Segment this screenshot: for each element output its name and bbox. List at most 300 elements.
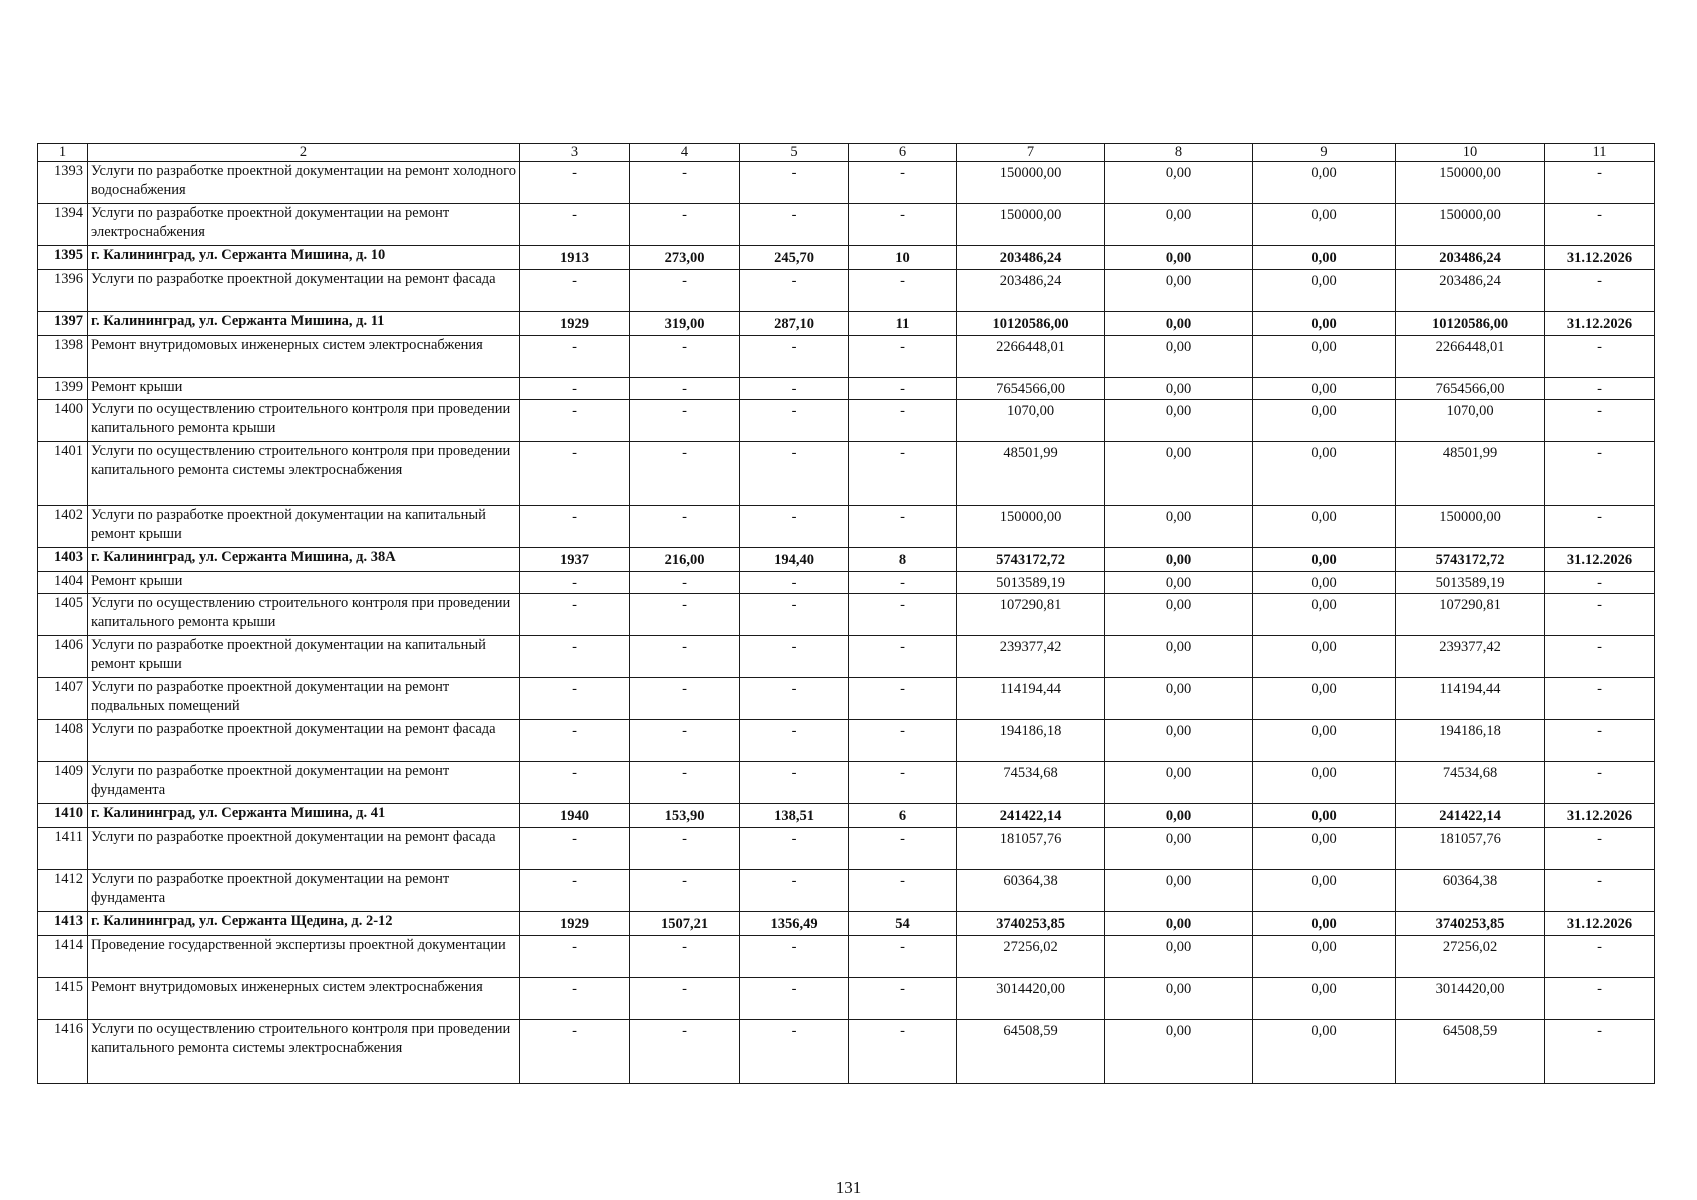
fund-cost-cell: 0,00	[1105, 572, 1253, 594]
deadline-cell: 31.12.2026	[1545, 246, 1655, 270]
budget-cost-cell: 0,00	[1253, 870, 1396, 912]
budget-cost-cell: 0,00	[1253, 762, 1396, 804]
work-name-cell: Услуги по разработке проектной документации на ремонт подвальных помещений	[88, 678, 520, 720]
deadline-cell: 31.12.2026	[1545, 804, 1655, 828]
work-name-cell: Услуги по разработке проектной документации на ремонт электроснабжения	[88, 204, 520, 246]
total-area-cell: 319,00	[630, 312, 740, 336]
total-cost-cell: 150000,00	[957, 162, 1105, 204]
work-item-row	[38, 204, 1655, 246]
total-area-cell: -	[630, 678, 740, 720]
budget-cost-cell: 0,00	[1253, 594, 1396, 636]
total-cost-cell: 150000,00	[957, 506, 1105, 548]
deadline-cell: -	[1545, 270, 1655, 312]
row-number-cell: 1393	[38, 162, 88, 204]
build-year-cell: -	[520, 828, 630, 870]
total-area-cell: 153,90	[630, 804, 740, 828]
total-cost-cell: 2266448,01	[957, 336, 1105, 378]
residents-count-cell: -	[849, 400, 957, 442]
work-name-cell: г. Калининград, ул. Сержанта Мишина, д. 11	[88, 312, 520, 336]
total-area-cell: 273,00	[630, 246, 740, 270]
work-item-row	[38, 978, 1655, 1020]
total-area-cell: -	[630, 378, 740, 400]
total-cost-cell: 203486,24	[957, 270, 1105, 312]
deadline-cell: 31.12.2026	[1545, 312, 1655, 336]
total-cost-cell: 181057,76	[957, 828, 1105, 870]
work-item-row	[38, 936, 1655, 978]
work-item-row	[38, 506, 1655, 548]
deadline-cell: 31.12.2026	[1545, 912, 1655, 936]
fund-cost-cell: 0,00	[1105, 828, 1253, 870]
build-year-cell: -	[520, 636, 630, 678]
budget-cost-cell: 0,00	[1253, 804, 1396, 828]
budget-cost-cell: 0,00	[1253, 162, 1396, 204]
total-area-cell: -	[630, 336, 740, 378]
row-number-cell: 1406	[38, 636, 88, 678]
total-area-cell: -	[630, 162, 740, 204]
living-area-cell: 245,70	[740, 246, 849, 270]
row-number-cell: 1404	[38, 572, 88, 594]
build-year-cell: 1913	[520, 246, 630, 270]
deadline-cell: -	[1545, 936, 1655, 978]
budget-cost-cell: 0,00	[1253, 246, 1396, 270]
total-cost-cell: 27256,02	[957, 936, 1105, 978]
total-cost-cell: 239377,42	[957, 636, 1105, 678]
build-year-cell: 1929	[520, 912, 630, 936]
fund-cost-cell: 0,00	[1105, 162, 1253, 204]
work-name-cell: г. Калининград, ул. Сержанта Мишина, д. 41	[88, 804, 520, 828]
total-area-cell: -	[630, 400, 740, 442]
owners-cost-cell: 239377,42	[1396, 636, 1545, 678]
owners-cost-cell: 181057,76	[1396, 828, 1545, 870]
residents-count-cell: -	[849, 678, 957, 720]
total-cost-cell: 114194,44	[957, 678, 1105, 720]
column-number-9: 9	[1253, 144, 1396, 162]
building-row	[38, 912, 1655, 936]
column-number-8: 8	[1105, 144, 1253, 162]
total-area-cell: -	[630, 978, 740, 1020]
total-cost-cell: 150000,00	[957, 204, 1105, 246]
deadline-cell: -	[1545, 1020, 1655, 1084]
row-number-cell: 1408	[38, 720, 88, 762]
deadline-cell: -	[1545, 162, 1655, 204]
row-number-cell: 1398	[38, 336, 88, 378]
residents-count-cell: 11	[849, 312, 957, 336]
row-number-cell: 1410	[38, 804, 88, 828]
build-year-cell: -	[520, 400, 630, 442]
deadline-cell: -	[1545, 870, 1655, 912]
deadline-cell: -	[1545, 442, 1655, 506]
work-name-cell: Ремонт крыши	[88, 378, 520, 400]
residents-count-cell: -	[849, 828, 957, 870]
living-area-cell: -	[740, 336, 849, 378]
living-area-cell: -	[740, 442, 849, 506]
row-number-cell: 1402	[38, 506, 88, 548]
budget-cost-cell: 0,00	[1253, 204, 1396, 246]
residents-count-cell: -	[849, 870, 957, 912]
living-area-cell: -	[740, 594, 849, 636]
deadline-cell: -	[1545, 336, 1655, 378]
living-area-cell: -	[740, 828, 849, 870]
work-name-cell: Услуги по осуществлению строительного контроля при проведении капитального ремонта крыши	[88, 594, 520, 636]
work-name-cell: Услуги по разработке проектной документации на ремонт фасада	[88, 270, 520, 312]
fund-cost-cell: 0,00	[1105, 678, 1253, 720]
work-item-row	[38, 378, 1655, 400]
owners-cost-cell: 48501,99	[1396, 442, 1545, 506]
owners-cost-cell: 150000,00	[1396, 506, 1545, 548]
budget-cost-cell: 0,00	[1253, 978, 1396, 1020]
build-year-cell: -	[520, 870, 630, 912]
building-row	[38, 548, 1655, 572]
living-area-cell: 287,10	[740, 312, 849, 336]
total-cost-cell: 107290,81	[957, 594, 1105, 636]
budget-cost-cell: 0,00	[1253, 270, 1396, 312]
work-item-row	[38, 1020, 1655, 1084]
work-item-row	[38, 572, 1655, 594]
living-area-cell: 194,40	[740, 548, 849, 572]
budget-cost-cell: 0,00	[1253, 336, 1396, 378]
owners-cost-cell: 64508,59	[1396, 1020, 1545, 1084]
residents-count-cell: 54	[849, 912, 957, 936]
fund-cost-cell: 0,00	[1105, 594, 1253, 636]
build-year-cell: -	[520, 978, 630, 1020]
owners-cost-cell: 7654566,00	[1396, 378, 1545, 400]
build-year-cell: -	[520, 572, 630, 594]
fund-cost-cell: 0,00	[1105, 1020, 1253, 1084]
fund-cost-cell: 0,00	[1105, 246, 1253, 270]
total-cost-cell: 48501,99	[957, 442, 1105, 506]
budget-cost-cell: 0,00	[1253, 636, 1396, 678]
residents-count-cell: -	[849, 594, 957, 636]
total-cost-cell: 203486,24	[957, 246, 1105, 270]
build-year-cell: -	[520, 378, 630, 400]
build-year-cell: -	[520, 204, 630, 246]
owners-cost-cell: 203486,24	[1396, 246, 1545, 270]
build-year-cell: -	[520, 594, 630, 636]
owners-cost-cell: 3740253,85	[1396, 912, 1545, 936]
row-number-cell: 1401	[38, 442, 88, 506]
row-number-cell: 1407	[38, 678, 88, 720]
building-row	[38, 246, 1655, 270]
living-area-cell: -	[740, 1020, 849, 1084]
owners-cost-cell: 60364,38	[1396, 870, 1545, 912]
work-name-cell: Услуги по разработке проектной документации на капитальный ремонт крыши	[88, 506, 520, 548]
residents-count-cell: 8	[849, 548, 957, 572]
living-area-cell: -	[740, 762, 849, 804]
owners-cost-cell: 107290,81	[1396, 594, 1545, 636]
total-area-cell: -	[630, 442, 740, 506]
residents-count-cell: 6	[849, 804, 957, 828]
register-table	[37, 143, 1655, 1084]
row-number-cell: 1411	[38, 828, 88, 870]
deadline-cell: -	[1545, 572, 1655, 594]
budget-cost-cell: 0,00	[1253, 720, 1396, 762]
residents-count-cell: -	[849, 506, 957, 548]
deadline-cell: -	[1545, 636, 1655, 678]
column-number-4: 4	[630, 144, 740, 162]
total-area-cell: -	[630, 936, 740, 978]
fund-cost-cell: 0,00	[1105, 442, 1253, 506]
total-cost-cell: 3740253,85	[957, 912, 1105, 936]
work-name-cell: Ремонт крыши	[88, 572, 520, 594]
work-item-row	[38, 162, 1655, 204]
total-cost-cell: 5013589,19	[957, 572, 1105, 594]
living-area-cell: -	[740, 678, 849, 720]
fund-cost-cell: 0,00	[1105, 204, 1253, 246]
fund-cost-cell: 0,00	[1105, 378, 1253, 400]
deadline-cell: -	[1545, 506, 1655, 548]
work-name-cell: Услуги по разработке проектной документации на ремонт фундамента	[88, 870, 520, 912]
work-name-cell: Ремонт внутридомовых инженерных систем электроснабжения	[88, 336, 520, 378]
build-year-cell: -	[520, 678, 630, 720]
total-area-cell: -	[630, 204, 740, 246]
row-number-cell: 1414	[38, 936, 88, 978]
total-area-cell: 216,00	[630, 548, 740, 572]
build-year-cell: -	[520, 506, 630, 548]
fund-cost-cell: 0,00	[1105, 936, 1253, 978]
build-year-cell: -	[520, 162, 630, 204]
row-number-cell: 1415	[38, 978, 88, 1020]
living-area-cell: -	[740, 400, 849, 442]
row-number-cell: 1397	[38, 312, 88, 336]
fund-cost-cell: 0,00	[1105, 762, 1253, 804]
budget-cost-cell: 0,00	[1253, 506, 1396, 548]
row-number-cell: 1412	[38, 870, 88, 912]
owners-cost-cell: 203486,24	[1396, 270, 1545, 312]
total-area-cell: -	[630, 594, 740, 636]
fund-cost-cell: 0,00	[1105, 978, 1253, 1020]
owners-cost-cell: 5013589,19	[1396, 572, 1545, 594]
owners-cost-cell: 10120586,00	[1396, 312, 1545, 336]
build-year-cell: -	[520, 720, 630, 762]
residents-count-cell: -	[849, 442, 957, 506]
total-cost-cell: 3014420,00	[957, 978, 1105, 1020]
row-number-cell: 1409	[38, 762, 88, 804]
owners-cost-cell: 27256,02	[1396, 936, 1545, 978]
row-number-cell: 1395	[38, 246, 88, 270]
living-area-cell: -	[740, 506, 849, 548]
column-number-row	[38, 144, 1655, 162]
fund-cost-cell: 0,00	[1105, 312, 1253, 336]
fund-cost-cell: 0,00	[1105, 912, 1253, 936]
fund-cost-cell: 0,00	[1105, 270, 1253, 312]
fund-cost-cell: 0,00	[1105, 400, 1253, 442]
deadline-cell: -	[1545, 720, 1655, 762]
building-row	[38, 804, 1655, 828]
page-number: 131	[835, 1178, 862, 1197]
build-year-cell: -	[520, 336, 630, 378]
budget-cost-cell: 0,00	[1253, 828, 1396, 870]
column-number-3: 3	[520, 144, 630, 162]
residents-count-cell: -	[849, 204, 957, 246]
budget-cost-cell: 0,00	[1253, 1020, 1396, 1084]
total-cost-cell: 7654566,00	[957, 378, 1105, 400]
total-cost-cell: 10120586,00	[957, 312, 1105, 336]
total-area-cell: -	[630, 506, 740, 548]
total-area-cell: -	[630, 636, 740, 678]
work-item-row	[38, 594, 1655, 636]
build-year-cell: 1937	[520, 548, 630, 572]
work-name-cell: Услуги по осуществлению строительного контроля при проведении капитального ремонта системы электроснабжения	[88, 1020, 520, 1084]
total-area-cell: 1507,21	[630, 912, 740, 936]
column-number-2: 2	[88, 144, 520, 162]
budget-cost-cell: 0,00	[1253, 442, 1396, 506]
fund-cost-cell: 0,00	[1105, 720, 1253, 762]
residents-count-cell: -	[849, 270, 957, 312]
total-area-cell: -	[630, 762, 740, 804]
budget-cost-cell: 0,00	[1253, 678, 1396, 720]
build-year-cell: -	[520, 936, 630, 978]
work-name-cell: Услуги по осуществлению строительного контроля при проведении капитального ремонта крыши	[88, 400, 520, 442]
owners-cost-cell: 150000,00	[1396, 204, 1545, 246]
work-name-cell: Услуги по разработке проектной документации на ремонт фасада	[88, 828, 520, 870]
living-area-cell: -	[740, 870, 849, 912]
work-item-row	[38, 400, 1655, 442]
owners-cost-cell: 194186,18	[1396, 720, 1545, 762]
building-row	[38, 312, 1655, 336]
budget-cost-cell: 0,00	[1253, 572, 1396, 594]
deadline-cell: -	[1545, 204, 1655, 246]
owners-cost-cell: 114194,44	[1396, 678, 1545, 720]
total-area-cell: -	[630, 1020, 740, 1084]
total-area-cell: -	[630, 572, 740, 594]
living-area-cell: -	[740, 978, 849, 1020]
build-year-cell: -	[520, 1020, 630, 1084]
total-area-cell: -	[630, 828, 740, 870]
build-year-cell: 1929	[520, 312, 630, 336]
total-cost-cell: 241422,14	[957, 804, 1105, 828]
work-item-row	[38, 442, 1655, 506]
work-item-row	[38, 762, 1655, 804]
budget-cost-cell: 0,00	[1253, 936, 1396, 978]
row-number-cell: 1400	[38, 400, 88, 442]
residents-count-cell: -	[849, 1020, 957, 1084]
budget-cost-cell: 0,00	[1253, 548, 1396, 572]
column-number-11: 11	[1545, 144, 1655, 162]
deadline-cell: -	[1545, 400, 1655, 442]
work-name-cell: Услуги по осуществлению строительного контроля при проведении капитального ремонта системы электроснабжения	[88, 442, 520, 506]
work-name-cell: Услуги по разработке проектной документации на ремонт холодного водоснабжения	[88, 162, 520, 204]
work-name-cell: Услуги по разработке проектной документации на ремонт фасада	[88, 720, 520, 762]
budget-cost-cell: 0,00	[1253, 312, 1396, 336]
column-number-7: 7	[957, 144, 1105, 162]
owners-cost-cell: 2266448,01	[1396, 336, 1545, 378]
owners-cost-cell: 241422,14	[1396, 804, 1545, 828]
deadline-cell: -	[1545, 594, 1655, 636]
residents-count-cell: -	[849, 378, 957, 400]
row-number-cell: 1413	[38, 912, 88, 936]
total-area-cell: -	[630, 720, 740, 762]
owners-cost-cell: 1070,00	[1396, 400, 1545, 442]
column-number-10: 10	[1396, 144, 1545, 162]
fund-cost-cell: 0,00	[1105, 870, 1253, 912]
total-cost-cell: 5743172,72	[957, 548, 1105, 572]
work-item-row	[38, 636, 1655, 678]
budget-cost-cell: 0,00	[1253, 400, 1396, 442]
column-number-6: 6	[849, 144, 957, 162]
budget-cost-cell: 0,00	[1253, 912, 1396, 936]
fund-cost-cell: 0,00	[1105, 336, 1253, 378]
owners-cost-cell: 3014420,00	[1396, 978, 1545, 1020]
residents-count-cell: -	[849, 572, 957, 594]
living-area-cell: 138,51	[740, 804, 849, 828]
build-year-cell: 1940	[520, 804, 630, 828]
work-name-cell: г. Калининград, ул. Сержанта Щедина, д. 2-12	[88, 912, 520, 936]
work-name-cell: Ремонт внутридомовых инженерных систем электроснабжения	[88, 978, 520, 1020]
work-name-cell: г. Калининград, ул. Сержанта Мишина, д. 38А	[88, 548, 520, 572]
residents-count-cell: -	[849, 978, 957, 1020]
row-number-cell: 1396	[38, 270, 88, 312]
work-item-row	[38, 270, 1655, 312]
total-cost-cell: 1070,00	[957, 400, 1105, 442]
work-item-row	[38, 870, 1655, 912]
deadline-cell: -	[1545, 978, 1655, 1020]
work-name-cell: г. Калининград, ул. Сержанта Мишина, д. 10	[88, 246, 520, 270]
work-name-cell: Проведение государственной экспертизы проектной документации	[88, 936, 520, 978]
owners-cost-cell: 5743172,72	[1396, 548, 1545, 572]
deadline-cell: -	[1545, 762, 1655, 804]
column-number-1: 1	[38, 144, 88, 162]
total-cost-cell: 60364,38	[957, 870, 1105, 912]
deadline-cell: 31.12.2026	[1545, 548, 1655, 572]
living-area-cell: -	[740, 162, 849, 204]
row-number-cell: 1399	[38, 378, 88, 400]
residents-count-cell: -	[849, 720, 957, 762]
row-number-cell: 1416	[38, 1020, 88, 1084]
living-area-cell: 1356,49	[740, 912, 849, 936]
work-item-row	[38, 828, 1655, 870]
row-number-cell: 1394	[38, 204, 88, 246]
residents-count-cell: -	[849, 636, 957, 678]
residents-count-cell: -	[849, 336, 957, 378]
total-cost-cell: 64508,59	[957, 1020, 1105, 1084]
row-number-cell: 1403	[38, 548, 88, 572]
budget-cost-cell: 0,00	[1253, 378, 1396, 400]
living-area-cell: -	[740, 636, 849, 678]
work-name-cell: Услуги по разработке проектной документации на ремонт фундамента	[88, 762, 520, 804]
deadline-cell: -	[1545, 678, 1655, 720]
owners-cost-cell: 150000,00	[1396, 162, 1545, 204]
fund-cost-cell: 0,00	[1105, 804, 1253, 828]
living-area-cell: -	[740, 572, 849, 594]
owners-cost-cell: 74534,68	[1396, 762, 1545, 804]
total-cost-cell: 194186,18	[957, 720, 1105, 762]
living-area-cell: -	[740, 936, 849, 978]
living-area-cell: -	[740, 270, 849, 312]
residents-count-cell: 10	[849, 246, 957, 270]
column-number-5: 5	[740, 144, 849, 162]
work-name-cell: Услуги по разработке проектной документации на капитальный ремонт крыши	[88, 636, 520, 678]
residents-count-cell: -	[849, 936, 957, 978]
living-area-cell: -	[740, 204, 849, 246]
total-cost-cell: 74534,68	[957, 762, 1105, 804]
residents-count-cell: -	[849, 162, 957, 204]
living-area-cell: -	[740, 378, 849, 400]
work-item-row	[38, 678, 1655, 720]
work-item-row	[38, 336, 1655, 378]
build-year-cell: -	[520, 442, 630, 506]
row-number-cell: 1405	[38, 594, 88, 636]
deadline-cell: -	[1545, 828, 1655, 870]
residents-count-cell: -	[849, 762, 957, 804]
build-year-cell: -	[520, 762, 630, 804]
total-area-cell: -	[630, 270, 740, 312]
build-year-cell: -	[520, 270, 630, 312]
living-area-cell: -	[740, 720, 849, 762]
fund-cost-cell: 0,00	[1105, 548, 1253, 572]
fund-cost-cell: 0,00	[1105, 636, 1253, 678]
deadline-cell: -	[1545, 378, 1655, 400]
fund-cost-cell: 0,00	[1105, 506, 1253, 548]
